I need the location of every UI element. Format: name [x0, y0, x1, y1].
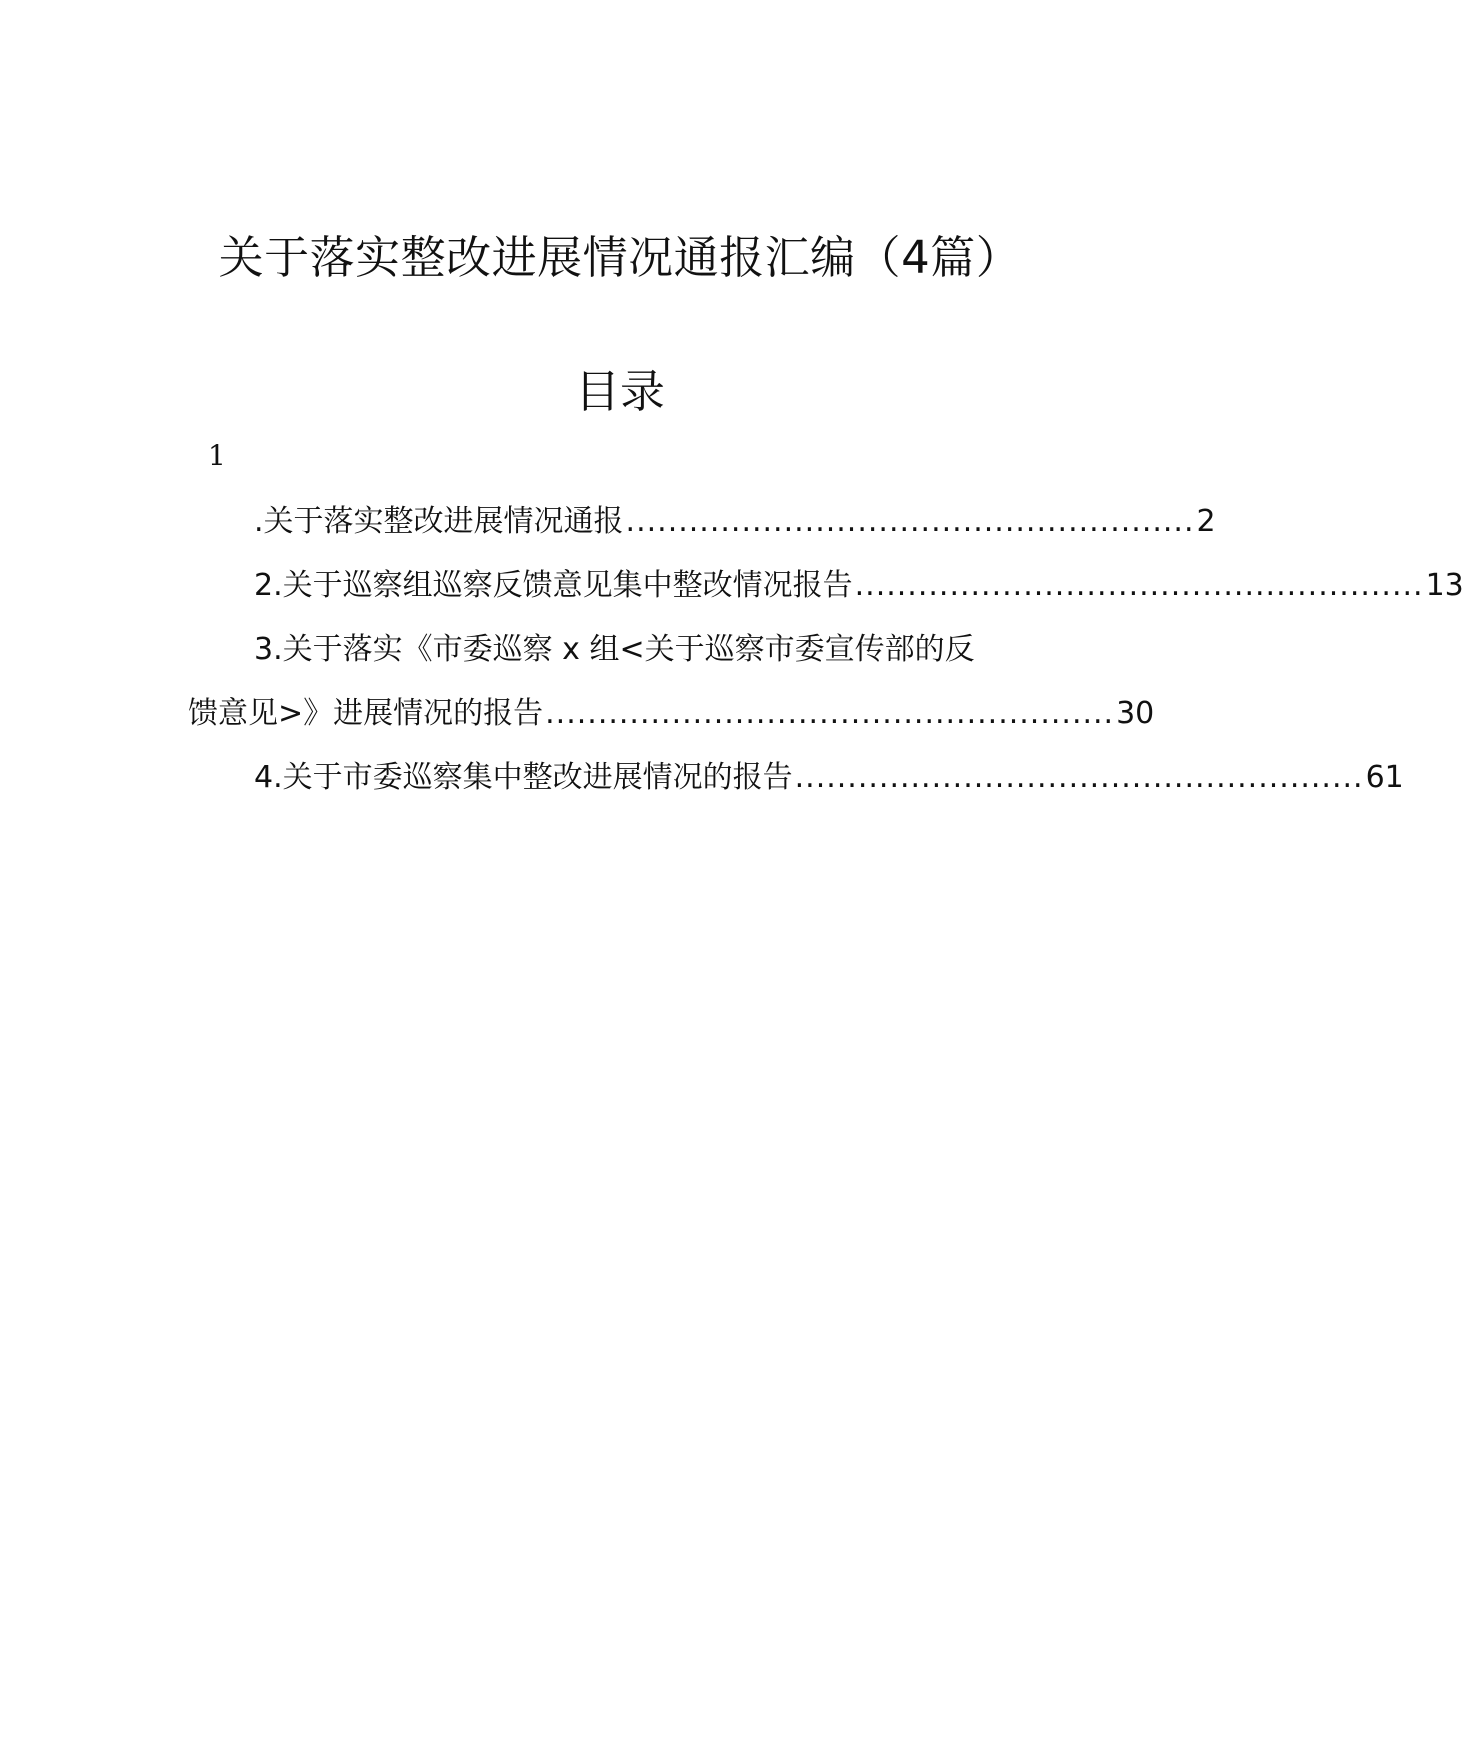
toc-entry-label: .关于落实整改进展情况通报	[254, 504, 624, 539]
stray-number: 1	[208, 439, 226, 472]
toc-entry-3-line-1[interactable]: 3.关于落实《市委巡察 x 组<关于巡察市委宣传部的反	[254, 632, 975, 667]
toc-entry-leader: ......................................................	[545, 696, 1115, 731]
toc-entry-page: 30	[1116, 696, 1155, 731]
toc-entry-leader: ......................................................	[625, 504, 1195, 539]
toc-entry-2[interactable]	[188, 564, 1464, 608]
toc-heading: 目录	[574, 365, 665, 418]
toc-entry-3[interactable]	[188, 692, 1155, 736]
toc-entry-label: 2.关于巡察组巡察反馈意见集中整改情况报告	[254, 568, 853, 603]
toc-entry-1[interactable]	[188, 500, 1216, 544]
toc-entry-4[interactable]	[188, 756, 1404, 800]
toc-entry-label: 4.关于市委巡察集中整改进展情况的报告	[254, 760, 793, 795]
toc-entry-page: 13	[1425, 568, 1464, 603]
toc-entry-page: 61	[1365, 760, 1404, 795]
toc-entry-page: 2	[1196, 504, 1216, 539]
toc-entry-label: 馈意见>》进展情况的报告	[188, 696, 544, 731]
toc-entry-leader: ......................................................	[854, 568, 1424, 603]
toc-entry-leader: ......................................................	[794, 760, 1364, 795]
document-title: 关于落实整改进展情况通报汇编（4篇）	[218, 231, 1022, 284]
